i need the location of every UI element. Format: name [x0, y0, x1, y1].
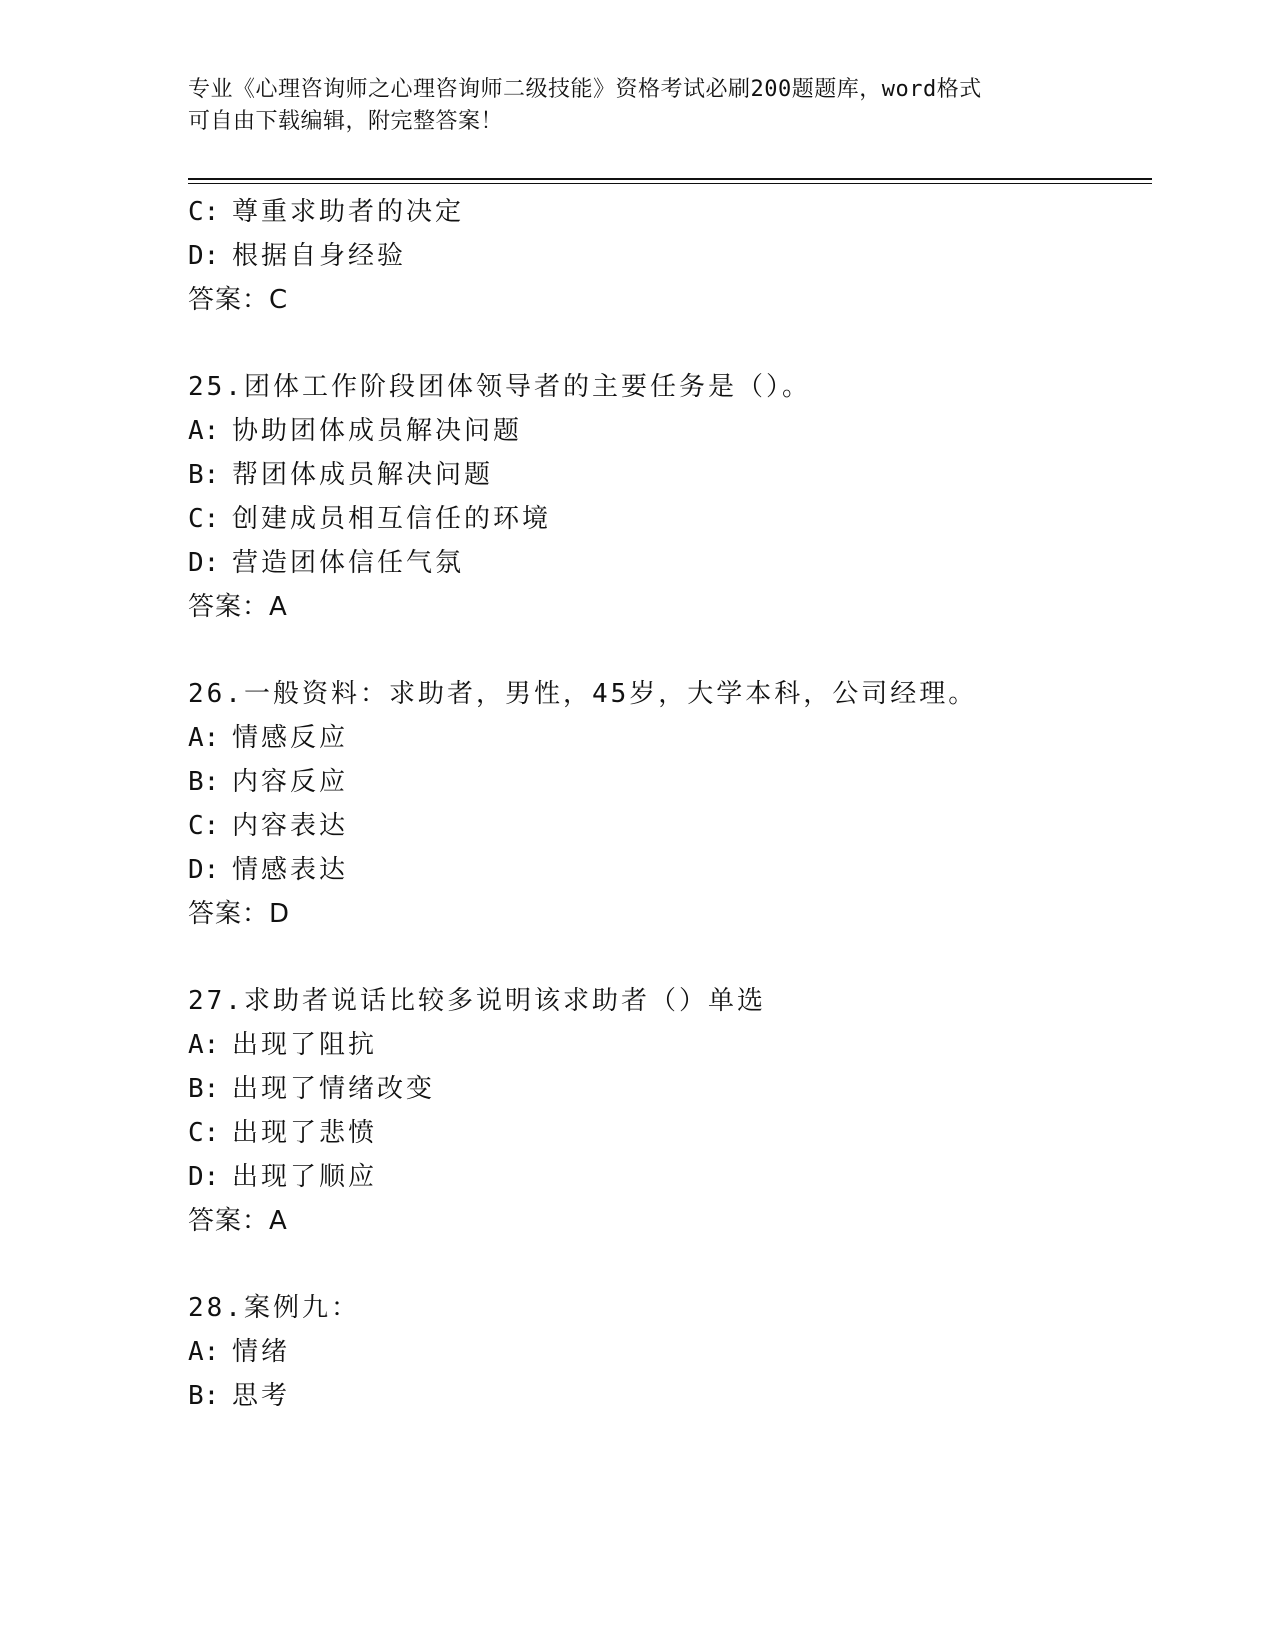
option-d: D: 营造团体信任气氛 — [188, 548, 465, 578]
option-c: C: 内容表达 — [188, 811, 349, 841]
option-b: B: 思考 — [188, 1381, 291, 1411]
question-stem: 26.一般资料：求助者，男性，45岁，大学本科，公司经理。 — [188, 679, 978, 709]
header-line-1: 专业《心理咨询师之心理咨询师二级技能》资格考试必刷200题题库，word格式 — [188, 77, 982, 102]
option-c: C: 创建成员相互信任的环境 — [188, 504, 552, 534]
header-divider-thin — [188, 183, 1152, 184]
option-a: A: 情绪 — [188, 1337, 291, 1367]
option-d: D: 根据自身经验 — [188, 241, 407, 271]
option-b: B: 出现了情绪改变 — [188, 1074, 436, 1104]
answer: 答案：A — [188, 1206, 288, 1236]
header-divider-thick — [188, 178, 1152, 180]
option-a: A: 出现了阻抗 — [188, 1030, 378, 1060]
question-stem: 27.求助者说话比较多说明该求助者（）单选 — [188, 986, 766, 1016]
answer: 答案：C — [188, 285, 289, 315]
option-d: D: 出现了顺应 — [188, 1162, 378, 1192]
option-b: B: 帮团体成员解决问题 — [188, 460, 494, 490]
answer: 答案：D — [188, 899, 291, 929]
option-a: A: 协助团体成员解决问题 — [188, 416, 523, 446]
answer: 答案：A — [188, 592, 288, 622]
option-c: C: 尊重求助者的决定 — [188, 197, 465, 227]
document-header — [188, 74, 1088, 138]
option-a: A: 情感反应 — [188, 723, 349, 753]
question-stem: 25.团体工作阶段团体领导者的主要任务是（）。 — [188, 372, 811, 402]
option-d: D: 情感表达 — [188, 855, 349, 885]
question-stem: 28.案例九： — [188, 1293, 360, 1323]
header-line-2: 可自由下载编辑，附完整答案！ — [188, 109, 504, 134]
option-b: B: 内容反应 — [188, 767, 349, 797]
option-c: C: 出现了悲愤 — [188, 1118, 378, 1148]
